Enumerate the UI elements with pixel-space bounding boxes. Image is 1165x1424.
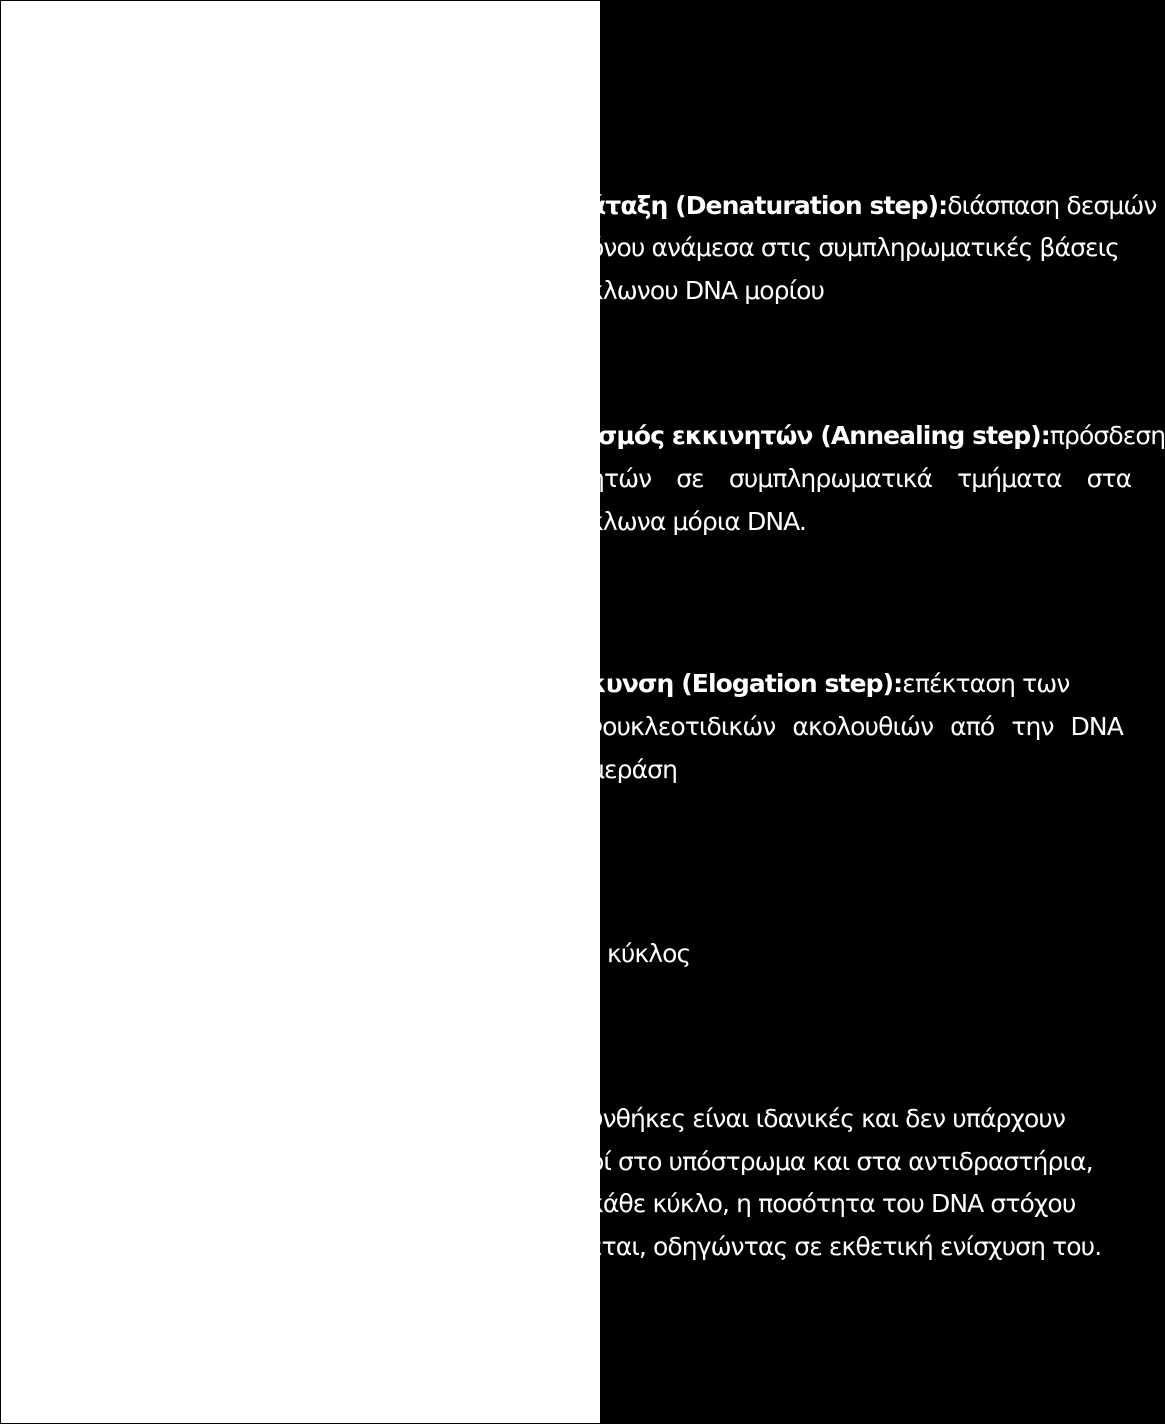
denaturation-title: άταξη (Denaturation step): [589, 191, 948, 220]
cycle-label: κύκλος [607, 939, 691, 968]
denaturation-text: διάσπαση δεσμών [947, 191, 1157, 220]
denaturation-line-2: όνου ανάμεσα στις συμπληρωματικές βάσεις [589, 233, 1119, 262]
elongation-line-2: νουκλεοτιδικών ακολουθιών από την DNA [589, 712, 1123, 741]
elongation-text: επέκταση των [902, 669, 1070, 698]
annealing-title: ισμός εκκινητών (Annealing step): [589, 421, 1050, 450]
elongation-line-3: μεράση [589, 755, 678, 784]
summary-line-1: υνθήκες είναι ιδανικές και δεν υπάρχουν [589, 1104, 1066, 1133]
annealing-text: πρόσδεση [1049, 421, 1165, 450]
summary-line-4: εται, οδηγώντας σε εκθετική ενίσχυση του. [589, 1232, 1102, 1261]
annealing-line-3: κλωνα μόρια DNA. [589, 507, 806, 536]
annealing-heading-line [589, 421, 1165, 451]
elongation-heading-line [589, 669, 1070, 699]
summary-line-3: κάθε κύκλο, η ποσότητα του DNA στόχου [589, 1189, 1076, 1218]
summary-line-2: οί στο υπόστρωμα και στα αντιδραστήρια, [589, 1147, 1093, 1176]
elongation-title: κυνση (Elogation step): [589, 669, 903, 698]
text-column [589, 0, 1165, 1424]
denaturation-heading-line [589, 191, 1157, 221]
denaturation-line-3: κλωνου DNA μορίου [589, 276, 825, 305]
annealing-line-2: ητών σε συμπληρωματικά τμήματα στα [589, 464, 1132, 493]
